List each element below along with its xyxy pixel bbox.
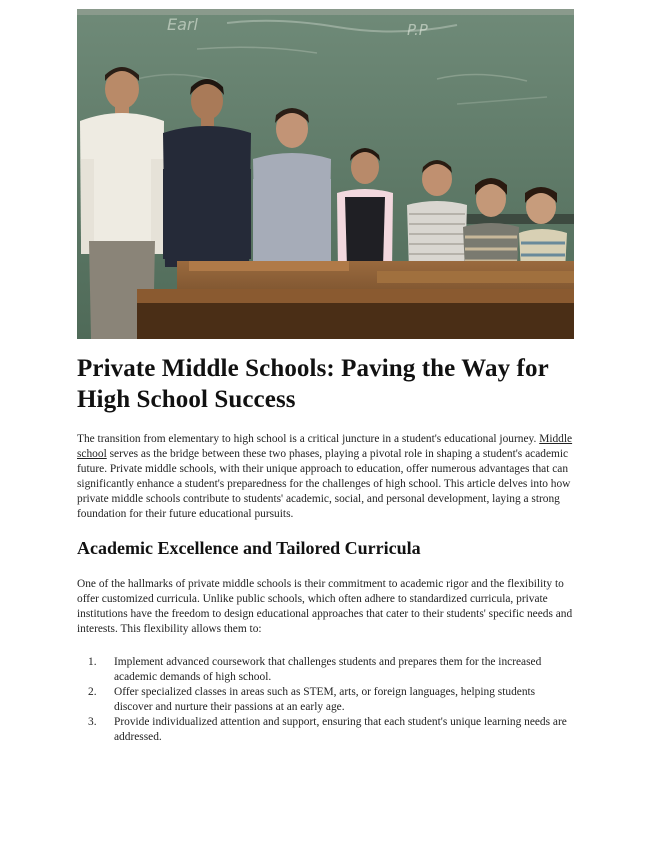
list-item: 2. Offer specialized classes in areas such as STEM, arts, or foreign languages, helping students discover and nurture their passions at an early age. xyxy=(88,686,536,713)
numbered-list xyxy=(77,655,574,745)
article-title: Private Middle Schools: Paving the Way for High School Success xyxy=(77,355,549,413)
document-page xyxy=(77,9,574,745)
middle-school-link[interactable]: Middle school xyxy=(77,433,573,460)
section-paragraph: One of the hallmarks of private middle schools is their commitment to academic rigor and the flexibility to offer customized curricula. Unlike public schools, which often adhere to standardized curricula, private institutions have the freedom to design educational approaches that cater to their students' specific needs and interests. This flexibility allows them to: xyxy=(77,578,573,635)
list-item: 3. Provide individualized attention and support, ensuring that each student's unique learning needs are addressed. xyxy=(88,716,567,743)
section-heading: Academic Excellence and Tailored Curricula xyxy=(77,538,421,558)
list-item: 1. Implement advanced coursework that challenges students and prepares them for the increased academic demands of high school. xyxy=(88,656,542,683)
chalkboard-text: P.P xyxy=(407,21,428,39)
chalkboard-text: Earl xyxy=(167,15,198,34)
classroom-photo xyxy=(77,9,574,339)
intro-paragraph: The transition from elementary to high school is a critical juncture in a student's educational journey. Middle school serves as the bridge between these two phases, playing a pivotal role in shaping a student's academic future. Private middle schools, with their unique approach to education, offer numerous advantages that can significantly enhance a student's preparedness for the challenges of high school. This article delves into how private middle schools contribute to students' academic, social, and personal development, laying a strong foundation for their future educational pursuits. xyxy=(77,433,573,520)
hero-image xyxy=(77,9,574,339)
